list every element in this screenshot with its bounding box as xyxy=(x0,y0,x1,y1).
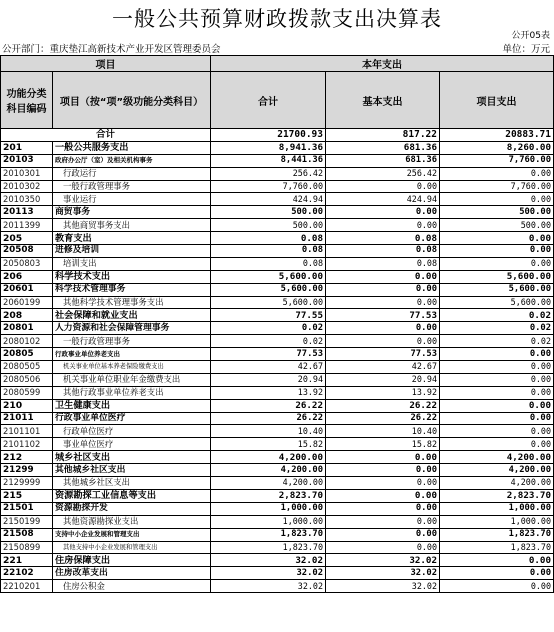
table-row xyxy=(1,335,554,348)
row-project: 0.00 xyxy=(440,412,554,425)
row-total: 7,760.00 xyxy=(211,180,326,193)
table-row xyxy=(1,502,554,515)
row-basic: 20.94 xyxy=(326,373,440,386)
row-total: 0.08 xyxy=(211,257,326,270)
row-total: 0.02 xyxy=(211,322,326,335)
row-basic: 0.00 xyxy=(326,451,440,464)
table-row xyxy=(1,580,554,593)
row-project: 0.02 xyxy=(440,322,554,335)
row-project: 1,000.00 xyxy=(440,502,554,515)
row-code: 210 xyxy=(1,399,53,412)
row-basic: 0.00 xyxy=(326,515,440,528)
table-row xyxy=(1,489,554,502)
row-total: 1,000.00 xyxy=(211,502,326,515)
row-name: 住房改革支出 xyxy=(53,567,211,580)
row-name: 行政事业单位养老支出 xyxy=(53,348,211,361)
total-sum: 21700.93 xyxy=(211,129,326,142)
row-project: 0.00 xyxy=(440,386,554,399)
row-name: 其他支持中小企业发展和管理支出 xyxy=(53,541,211,554)
row-code: 208 xyxy=(1,309,53,322)
row-project: 0.00 xyxy=(440,193,554,206)
row-project: 0.00 xyxy=(440,554,554,567)
row-total: 8,441.36 xyxy=(211,154,326,167)
row-name: 科学技术管理事务 xyxy=(53,283,211,296)
row-code: 21299 xyxy=(1,464,53,477)
row-total: 26.22 xyxy=(211,412,326,425)
row-basic: 26.22 xyxy=(326,399,440,412)
row-name: 行政运行 xyxy=(53,167,211,180)
row-basic: 77.53 xyxy=(326,348,440,361)
total-basic: 817.22 xyxy=(326,129,440,142)
row-basic: 0.00 xyxy=(326,541,440,554)
row-name: 一般行政管理事务 xyxy=(53,180,211,193)
row-total: 5,600.00 xyxy=(211,283,326,296)
row-total: 77.53 xyxy=(211,348,326,361)
row-code: 2101101 xyxy=(1,425,53,438)
row-total: 0.02 xyxy=(211,335,326,348)
row-project: 2,823.70 xyxy=(440,489,554,502)
row-code: 20103 xyxy=(1,154,53,167)
row-total: 2,823.70 xyxy=(211,489,326,502)
row-project: 4,200.00 xyxy=(440,451,554,464)
row-project: 0.00 xyxy=(440,567,554,580)
row-basic: 13.92 xyxy=(326,386,440,399)
table-row xyxy=(1,425,554,438)
row-name: 其他行政事业单位养老支出 xyxy=(53,386,211,399)
table-row xyxy=(1,232,554,245)
row-name: 机关事业单位基本养老保险缴费支出 xyxy=(53,361,211,374)
row-name: 商贸事务 xyxy=(53,206,211,219)
row-project: 5,600.00 xyxy=(440,270,554,283)
row-project: 0.00 xyxy=(440,373,554,386)
row-basic: 0.00 xyxy=(326,464,440,477)
row-basic: 0.00 xyxy=(326,322,440,335)
row-code: 221 xyxy=(1,554,53,567)
row-total: 77.55 xyxy=(211,309,326,322)
table-row xyxy=(1,219,554,232)
row-basic: 424.94 xyxy=(326,193,440,206)
row-code: 201 xyxy=(1,141,53,154)
header-current-year: 本年支出 xyxy=(211,56,554,72)
row-name: 社会保障和就业支出 xyxy=(53,309,211,322)
row-project: 1,823.70 xyxy=(440,541,554,554)
row-basic: 32.02 xyxy=(326,554,440,567)
table-row xyxy=(1,412,554,425)
row-basic: 42.67 xyxy=(326,361,440,374)
row-name: 一般行政管理事务 xyxy=(53,335,211,348)
row-code: 21508 xyxy=(1,528,53,541)
row-code: 2080102 xyxy=(1,335,53,348)
row-total: 32.02 xyxy=(211,580,326,593)
header-project: 项目支出 xyxy=(440,72,554,129)
row-code: 22102 xyxy=(1,567,53,580)
row-total: 0.08 xyxy=(211,245,326,258)
table-row xyxy=(1,141,554,154)
row-basic: 0.00 xyxy=(326,180,440,193)
row-basic: 0.00 xyxy=(326,335,440,348)
row-basic: 0.08 xyxy=(326,257,440,270)
row-basic: 0.00 xyxy=(326,296,440,309)
row-total: 500.00 xyxy=(211,206,326,219)
row-total: 42.67 xyxy=(211,361,326,374)
row-basic: 0.00 xyxy=(326,206,440,219)
header-basic: 基本支出 xyxy=(326,72,440,129)
row-total: 1,823.70 xyxy=(211,541,326,554)
row-project: 4,200.00 xyxy=(440,464,554,477)
unit-label: 单位：万元 xyxy=(502,44,550,55)
row-total: 13.92 xyxy=(211,386,326,399)
form-code: 公开05表 xyxy=(511,31,550,41)
row-total: 8,941.36 xyxy=(211,141,326,154)
row-name: 行政单位医疗 xyxy=(53,425,211,438)
row-name: 其他城乡社区支出 xyxy=(53,464,211,477)
row-name: 城乡社区支出 xyxy=(53,451,211,464)
row-total: 5,600.00 xyxy=(211,270,326,283)
row-project: 500.00 xyxy=(440,219,554,232)
table-row xyxy=(1,193,554,206)
row-name: 住房保障支出 xyxy=(53,554,211,567)
row-name: 培训支出 xyxy=(53,257,211,270)
row-total: 424.94 xyxy=(211,193,326,206)
row-project: 0.00 xyxy=(440,257,554,270)
row-project: 1,823.70 xyxy=(440,528,554,541)
row-basic: 0.00 xyxy=(326,477,440,490)
table-row xyxy=(1,554,554,567)
row-total: 4,200.00 xyxy=(211,477,326,490)
row-total: 32.02 xyxy=(211,567,326,580)
row-code: 2080599 xyxy=(1,386,53,399)
row-code: 2210201 xyxy=(1,580,53,593)
row-code: 2129999 xyxy=(1,477,53,490)
row-name: 事业运行 xyxy=(53,193,211,206)
table-row xyxy=(1,477,554,490)
row-code: 2010302 xyxy=(1,180,53,193)
row-code: 2150899 xyxy=(1,541,53,554)
row-basic: 77.53 xyxy=(326,309,440,322)
row-code: 20601 xyxy=(1,283,53,296)
header-name: 项目（按“项”级功能分类科目） xyxy=(53,72,211,129)
row-name: 科学技术支出 xyxy=(53,270,211,283)
row-project: 500.00 xyxy=(440,206,554,219)
report-title: 一般公共预算财政拨款支出决算表 xyxy=(112,7,442,31)
table-row xyxy=(1,515,554,528)
row-total: 10.40 xyxy=(211,425,326,438)
row-name: 支持中小企业发展和管理支出 xyxy=(53,528,211,541)
department-label: 公开部门：重庆垫江高新技术产业开发区管理委员会 xyxy=(2,44,221,55)
row-project: 1,000.00 xyxy=(440,515,554,528)
row-basic: 0.08 xyxy=(326,232,440,245)
total-label: 合计 xyxy=(1,129,211,142)
table-row xyxy=(1,386,554,399)
row-name: 其他城乡社区支出 xyxy=(53,477,211,490)
row-code: 215 xyxy=(1,489,53,502)
row-basic: 0.00 xyxy=(326,528,440,541)
table-body xyxy=(1,129,554,593)
row-project: 0.02 xyxy=(440,335,554,348)
row-project: 7,760.00 xyxy=(440,154,554,167)
table-row xyxy=(1,206,554,219)
row-total: 500.00 xyxy=(211,219,326,232)
table-header xyxy=(1,56,554,129)
row-code: 212 xyxy=(1,451,53,464)
row-project: 0.02 xyxy=(440,309,554,322)
row-name: 事业单位医疗 xyxy=(53,438,211,451)
table-row xyxy=(1,257,554,270)
table-row xyxy=(1,322,554,335)
row-basic: 15.82 xyxy=(326,438,440,451)
row-basic: 0.00 xyxy=(326,270,440,283)
row-name: 资源勘探工业信息等支出 xyxy=(53,489,211,502)
row-total: 4,200.00 xyxy=(211,451,326,464)
row-name: 行政事业单位医疗 xyxy=(53,412,211,425)
row-code: 2101102 xyxy=(1,438,53,451)
total-project: 20883.71 xyxy=(440,129,554,142)
row-basic: 681.36 xyxy=(326,141,440,154)
row-name: 机关事业单位职业年金缴费支出 xyxy=(53,373,211,386)
row-code: 20805 xyxy=(1,348,53,361)
header-total: 合计 xyxy=(211,72,326,129)
row-name: 资源勘探开发 xyxy=(53,502,211,515)
row-total: 1,000.00 xyxy=(211,515,326,528)
row-name: 卫生健康支出 xyxy=(53,399,211,412)
row-total: 4,200.00 xyxy=(211,464,326,477)
row-code: 20113 xyxy=(1,206,53,219)
table-row xyxy=(1,283,554,296)
row-project: 0.00 xyxy=(440,438,554,451)
table-row xyxy=(1,438,554,451)
row-code: 2050803 xyxy=(1,257,53,270)
table-row xyxy=(1,270,554,283)
row-code: 21011 xyxy=(1,412,53,425)
row-project: 8,260.00 xyxy=(440,141,554,154)
row-project: 0.00 xyxy=(440,580,554,593)
table-row xyxy=(1,464,554,477)
row-basic: 256.42 xyxy=(326,167,440,180)
table-row xyxy=(1,567,554,580)
row-total: 1,823.70 xyxy=(211,528,326,541)
row-code: 2010350 xyxy=(1,193,53,206)
table-row xyxy=(1,541,554,554)
row-basic: 26.22 xyxy=(326,412,440,425)
row-code: 20801 xyxy=(1,322,53,335)
row-basic: 32.02 xyxy=(326,580,440,593)
row-name: 一般公共服务支出 xyxy=(53,141,211,154)
row-project: 5,600.00 xyxy=(440,296,554,309)
row-project: 0.00 xyxy=(440,167,554,180)
table-row xyxy=(1,348,554,361)
row-code: 206 xyxy=(1,270,53,283)
row-project: 0.00 xyxy=(440,245,554,258)
row-name: 政府办公厅（室）及相关机构事务 xyxy=(53,154,211,167)
table-row xyxy=(1,154,554,167)
table-row xyxy=(1,296,554,309)
row-total: 5,600.00 xyxy=(211,296,326,309)
table-row xyxy=(1,399,554,412)
row-basic: 32.02 xyxy=(326,567,440,580)
table-row xyxy=(1,373,554,386)
row-code: 2150199 xyxy=(1,515,53,528)
row-project: 0.00 xyxy=(440,425,554,438)
row-code: 20508 xyxy=(1,245,53,258)
row-basic: 0.00 xyxy=(326,219,440,232)
row-project: 0.00 xyxy=(440,399,554,412)
row-code: 2010301 xyxy=(1,167,53,180)
row-total: 32.02 xyxy=(211,554,326,567)
row-basic: 10.40 xyxy=(326,425,440,438)
table-row xyxy=(1,245,554,258)
row-project: 4,200.00 xyxy=(440,477,554,490)
row-basic: 0.08 xyxy=(326,245,440,258)
row-name: 进修及培训 xyxy=(53,245,211,258)
row-code: 2011399 xyxy=(1,219,53,232)
row-name: 其他科学技术管理事务支出 xyxy=(53,296,211,309)
header-item: 项目 xyxy=(1,56,211,72)
table-row xyxy=(1,451,554,464)
expenditure-table xyxy=(0,55,554,593)
table-row xyxy=(1,528,554,541)
row-basic: 0.00 xyxy=(326,489,440,502)
total-row xyxy=(1,129,554,142)
row-project: 0.00 xyxy=(440,232,554,245)
row-project: 7,760.00 xyxy=(440,180,554,193)
row-project: 0.00 xyxy=(440,348,554,361)
table-row xyxy=(1,167,554,180)
row-basic: 681.36 xyxy=(326,154,440,167)
row-name: 人力资源和社会保障管理事务 xyxy=(53,322,211,335)
row-total: 0.08 xyxy=(211,232,326,245)
row-code: 2060199 xyxy=(1,296,53,309)
table-row xyxy=(1,361,554,374)
row-basic: 0.00 xyxy=(326,283,440,296)
row-name: 其他商贸事务支出 xyxy=(53,219,211,232)
row-code: 2080505 xyxy=(1,361,53,374)
row-code: 205 xyxy=(1,232,53,245)
table-row xyxy=(1,309,554,322)
row-name: 其他资源勘探业支出 xyxy=(53,515,211,528)
row-project: 0.00 xyxy=(440,361,554,374)
row-name: 住房公积金 xyxy=(53,580,211,593)
row-total: 256.42 xyxy=(211,167,326,180)
row-name: 教育支出 xyxy=(53,232,211,245)
row-total: 26.22 xyxy=(211,399,326,412)
row-total: 15.82 xyxy=(211,438,326,451)
row-code: 2080506 xyxy=(1,373,53,386)
table-row xyxy=(1,180,554,193)
row-code: 21501 xyxy=(1,502,53,515)
row-basic: 0.00 xyxy=(326,502,440,515)
header-code: 功能分类科目编码 xyxy=(1,72,53,129)
row-total: 20.94 xyxy=(211,373,326,386)
row-project: 5,600.00 xyxy=(440,283,554,296)
